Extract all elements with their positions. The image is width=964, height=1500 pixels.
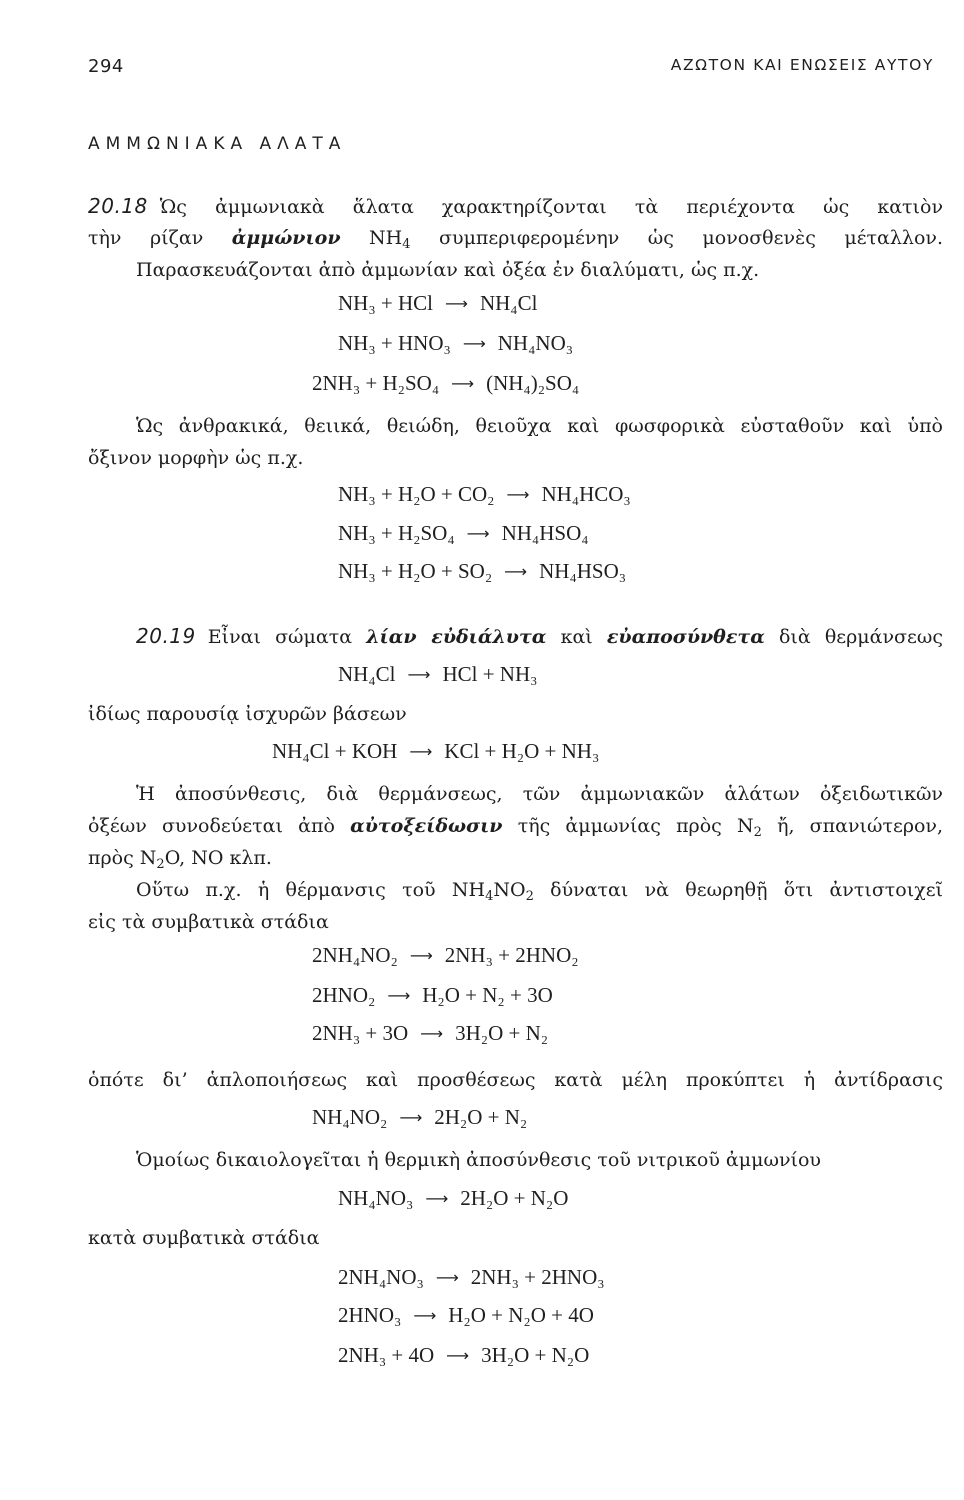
formula	[369, 227, 411, 252]
equation-13	[338, 1185, 568, 1212]
equation-10	[312, 982, 553, 1009]
text: Εἶναι σώματα	[207, 626, 353, 648]
equation-2	[338, 330, 573, 357]
paragraph-20-19-line-8: ὁπότε δι’ ἁπλοποιήσεως καὶ προσθέσεως κατὰ μέλη προκύπτει ἡ ἀντίδρασις	[88, 1069, 943, 1091]
equation-left: NH₃ + HNO₃	[338, 331, 451, 355]
paragraph-20-19-line-2: ἰδίως παρουσίᾳ ἰσχυρῶν βάσεων	[88, 703, 407, 725]
reaction-arrow-icon: ⟶	[445, 294, 468, 313]
reaction-arrow-icon: ⟶	[435, 1268, 459, 1287]
reaction-arrow-icon: ⟶	[466, 524, 490, 543]
text: τὴν ρίζαν	[88, 227, 204, 249]
equation-1	[338, 290, 537, 317]
equation-left: NH₃ + HCl	[338, 291, 434, 315]
subscript: 4	[402, 237, 411, 252]
equation-left: NH₃ + H₂O + SO₂	[338, 559, 493, 583]
equation-left: 2HNO₂	[312, 983, 376, 1007]
subscript: 2	[156, 857, 165, 872]
paragraph-20-18-line-3: Παρασκευάζονται ἀπὸ ἀμμωνίαν καὶ ὀξέα ἐν διαλύματι, ὡς π.χ.	[136, 259, 760, 281]
reaction-arrow-icon: ⟶	[399, 1108, 423, 1127]
text	[517, 815, 762, 840]
equation-right: 2NH₃ + 2HNO₂	[444, 943, 579, 967]
text: καὶ	[560, 626, 593, 648]
emphasized-term: αὐτοξείδωσιν	[350, 815, 503, 837]
paragraph-20-19-line-4	[88, 814, 943, 838]
text: ἤ, σπανιώτερον,	[777, 815, 944, 837]
paragraph-20-18-line-2	[88, 226, 943, 250]
equation-left: 2HNO₃	[338, 1303, 402, 1327]
running-title: ΑΖΩΤΟΝ ΚΑΙ ΕΝΩΣΕΙΣ ΑΥΤΟΥ	[670, 56, 934, 74]
text-part: NO	[493, 879, 526, 901]
equation-left: 2NH₃ + 3O	[312, 1021, 409, 1045]
equation-11	[312, 1020, 548, 1047]
paragraph-20-18-line-4: Ὡς ἀνθρακικά, θειικά, θειώδη, θειοῦχα καὶ φωσφορικὰ εὐσταθοῦν καὶ ὑπὸ	[136, 415, 943, 437]
equation-6	[338, 558, 626, 585]
formula-text: NH	[369, 227, 403, 249]
paragraph-20-19-line-5	[88, 846, 943, 870]
page-header	[88, 56, 934, 80]
reaction-arrow-icon: ⟶	[462, 334, 486, 353]
text: ὀξέων συνοδεύεται ἀπὸ	[88, 815, 335, 837]
text-part: Οὕτω π.χ. ἡ θέρμανσις τοῦ NH	[136, 879, 486, 901]
equation-14	[338, 1264, 605, 1291]
equation-right: 2H₂O + N₂	[434, 1105, 528, 1129]
text-part: τῆς ἀμμωνίας πρὸς N	[517, 815, 754, 837]
paragraph-number: 20.19	[136, 624, 196, 648]
equation-left: 2NH₄NO₂	[312, 943, 398, 967]
paragraph-20-19-line-9: Ὁμοίως δικαιολογεῖται ἡ θερμικὴ ἀποσύνθεσις τοῦ νιτρικοῦ ἀμμωνίου	[136, 1149, 821, 1171]
reaction-arrow-icon: ⟶	[504, 562, 528, 581]
equation-left: 2NH₃ + H₂SO₄	[312, 371, 440, 395]
equation-left: 2NH₃ + 4O	[338, 1343, 435, 1367]
equation-16	[338, 1342, 589, 1369]
reaction-arrow-icon: ⟶	[506, 485, 530, 504]
emphasized-term: εὐαποσύνθετα	[606, 626, 765, 648]
text: διὰ θερμάνσεως	[778, 626, 943, 648]
subscript: 2	[753, 825, 762, 840]
paragraph-20-18-line-1	[88, 194, 943, 219]
equation-right: NH₄HSO₄	[501, 521, 589, 545]
paragraph-20-19-line-3: Ἡ ἀποσύνθεσις, διὰ θερμάνσεως, τῶν ἀμμωνιακῶν ἁλάτων ὀξειδωτικῶν	[136, 783, 943, 805]
reaction-arrow-icon: ⟶	[446, 1346, 470, 1365]
paragraph-20-18-line-5: ὄξινον μορφὴν ὡς π.χ.	[88, 447, 304, 469]
reaction-arrow-icon: ⟶	[409, 742, 433, 761]
paragraph-20-19-line-1	[136, 624, 943, 649]
emphasized-term: ἀμμώνιον	[231, 227, 341, 249]
equation-left: NH₄NO₂	[312, 1105, 388, 1129]
reaction-arrow-icon: ⟶	[420, 1024, 444, 1043]
equation-left: NH₄NO₃	[338, 1186, 414, 1210]
equation-3	[312, 370, 579, 397]
equation-7	[338, 661, 537, 688]
page-number: 294	[88, 56, 124, 77]
reaction-arrow-icon: ⟶	[387, 986, 411, 1005]
equation-right: NH₄Cl	[479, 291, 538, 315]
equation-right: H₂O + N₂O + 4O	[448, 1303, 594, 1327]
text: δύναται νὰ θεωρηθῇ ὅτι ἀντιστοιχεῖ	[550, 879, 943, 901]
paragraph-20-19-line-10: κατὰ συμβατικὰ στάδια	[88, 1227, 320, 1249]
equation-right: 2H₂O + N₂O	[460, 1186, 569, 1210]
text: Ὡς ἀμμωνιακὰ ἅλατα χαρακτηρίζονται τὰ περιέχοντα ὡς κατιὸν	[159, 196, 943, 218]
reaction-arrow-icon: ⟶	[409, 946, 433, 965]
reaction-arrow-icon: ⟶	[413, 1306, 437, 1325]
text-part: πρὸς N	[88, 847, 157, 869]
equation-right: 2NH₃ + 2HNO₃	[470, 1265, 605, 1289]
equation-9	[312, 942, 579, 969]
equation-left: NH₄Cl	[338, 662, 396, 686]
equation-left: 2NH₄NO₃	[338, 1265, 424, 1289]
subscript: 4	[485, 889, 494, 904]
subscript: 2	[525, 889, 534, 904]
equation-right: NH₄HSO₃	[539, 559, 627, 583]
reaction-arrow-icon: ⟶	[407, 665, 431, 684]
equation-right: H₂O + N₂ + 3O	[422, 983, 553, 1007]
equation-right: 3H₂O + N₂	[455, 1021, 549, 1045]
text	[136, 879, 534, 904]
equation-left: NH₄Cl + KOH	[272, 739, 398, 763]
equation-left: NH₃ + H₂SO₄	[338, 521, 455, 545]
section-heading: ΑΜΜΩΝΙΑΚΑ ΑΛΑΤΑ	[88, 134, 347, 154]
equation-right: KCl + H₂O + NH₃	[444, 739, 600, 763]
equation-4	[338, 481, 631, 508]
equation-left: NH₃ + H₂O + CO₂	[338, 482, 495, 506]
reaction-arrow-icon: ⟶	[451, 374, 475, 393]
reaction-arrow-icon: ⟶	[425, 1189, 449, 1208]
equation-12	[312, 1104, 527, 1131]
paragraph-20-19-line-6	[136, 878, 943, 902]
equation-5	[338, 520, 589, 547]
equation-right: 3H₂O + N₂O	[481, 1343, 590, 1367]
emphasized-term: λίαν εὐδιάλυτα	[366, 626, 547, 648]
paragraph-number: 20.18	[88, 194, 148, 218]
equation-right: NH₄HCO₃	[541, 482, 631, 506]
equation-15	[338, 1302, 594, 1329]
equation-right: (NH₄)₂SO₄	[486, 371, 580, 395]
paragraph-20-19-line-7: εἰς τὰ συμβατικὰ στάδια	[88, 911, 329, 933]
text: συμπεριφερομένην ὡς μονοσθενὲς μέταλλον.	[439, 227, 943, 249]
equation-right: NH₄NO₃	[497, 331, 574, 355]
equation-8	[272, 738, 599, 765]
equation-right: HCl + NH₃	[442, 662, 538, 686]
text-part: O, NO κλπ.	[164, 847, 272, 869]
